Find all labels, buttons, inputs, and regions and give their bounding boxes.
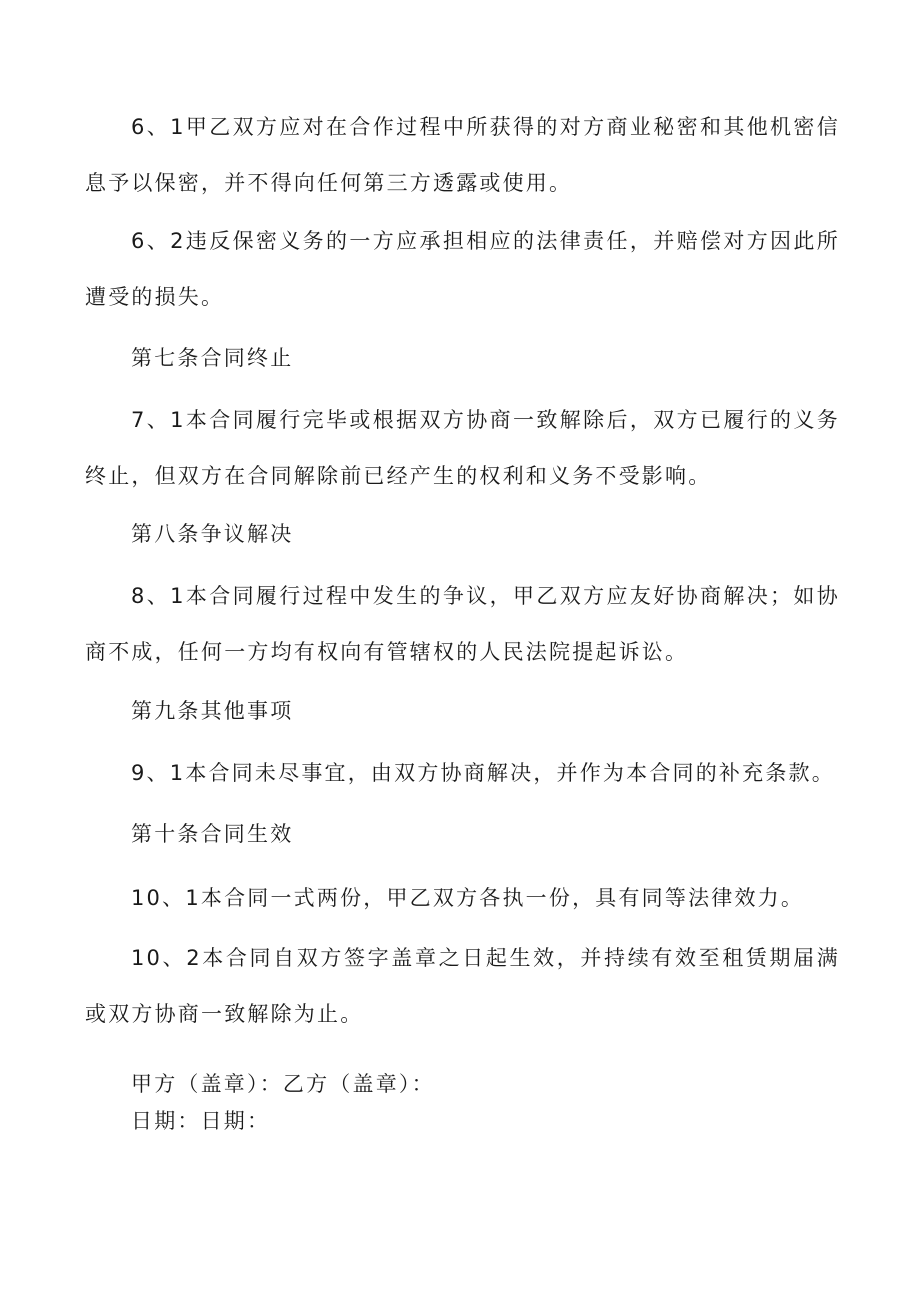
clause-6-2: 6、2违反保密义务的一方应承担相应的法律责任，并赔偿对方因此所遭受的损失。 [85, 229, 840, 309]
clause-6-1: 6、1甲乙双方应对在合作过程中所获得的对方商业秘密和其他机密信息予以保密，并不得向任何第三方透露或使用。 [85, 115, 840, 195]
clause-10-1: 10、1本合同一式两份，甲乙双方各执一份，具有同等法律效力。 [131, 886, 805, 910]
article-8-heading: 第八条争议解决 [131, 522, 294, 546]
clause-7-1: 7、1本合同履行完毕或根据双方协商一致解除后，双方已履行的义务终止，但双方在合同解除前已经产生的权利和义务不受影响。 [85, 408, 840, 488]
signature-dates: 日期：日期： [131, 1109, 271, 1133]
article-10-heading: 第十条合同生效 [131, 822, 294, 846]
signature-parties: 甲方（盖章）：乙方（盖章）： [131, 1072, 435, 1096]
article-7-heading: 第七条合同终止 [131, 346, 294, 370]
clause-9-1: 9、1本合同未尽事宜，由双方协商解决，并作为本合同的补充条款。 [131, 761, 835, 785]
clause-10-2: 10、2本合同自双方签字盖章之日起生效，并持续有效至租赁期届满或双方协商一致解除为止。 [85, 946, 840, 1026]
clause-8-1: 8、1本合同履行过程中发生的争议，甲乙双方应友好协商解决；如协商不成，任何一方均有权向有管辖权的人民法院提起诉讼。 [85, 584, 840, 664]
article-9-heading: 第九条其他事项 [131, 699, 294, 723]
